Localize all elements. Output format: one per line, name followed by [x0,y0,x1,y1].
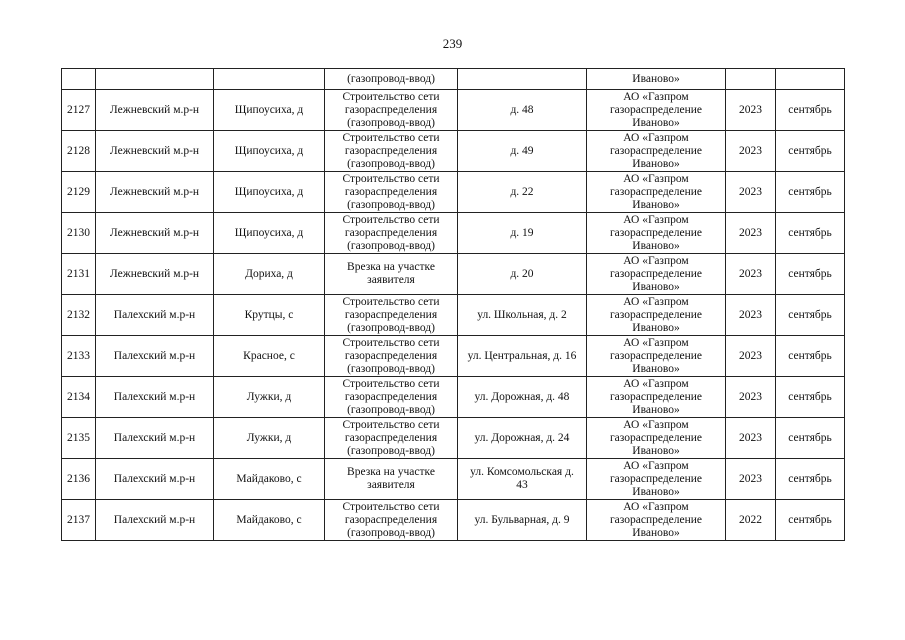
org-cell-line: АО «Газпром [623,377,689,390]
address-cell [458,336,587,377]
org-cell-line: Иваново» [632,280,680,293]
org-cell [587,131,726,172]
settlement-cell: Крутцы, с [214,295,325,336]
work-cell-line: газораспределения [344,431,438,444]
org-cell-line: АО «Газпром [623,213,689,226]
month-cell: сентябрь [776,459,845,500]
table-row [62,295,845,336]
num-cell: 2137 [62,500,96,541]
org-cell-line: АО «Газпром [623,336,689,349]
year-cell [726,69,776,90]
page-number: 239 [442,36,463,51]
work-cell-line: газораспределения [344,513,438,526]
org-cell [587,418,726,459]
month-cell: сентябрь [776,254,845,295]
district-cell: Лежневский м.р-н [96,131,214,172]
org-cell-line: Иваново» [632,157,680,170]
org-cell [587,213,726,254]
org-cell-line: АО «Газпром [623,131,689,144]
num-cell: 2127 [62,90,96,131]
settlement-cell: Щипоусиха, д [214,172,325,213]
table-row [62,377,845,418]
district-cell: Палехский м.р-н [96,377,214,418]
org-cell-line: газораспределение [609,390,703,403]
work-cell-line: Строительство сети [342,500,440,513]
year-cell: 2023 [726,459,776,500]
address-cell [458,459,587,500]
table-row [62,90,845,131]
num-cell [62,69,96,90]
settlement-cell [214,69,325,90]
address-cell [458,418,587,459]
settlement-cell: Лужки, д [214,418,325,459]
settlement-cell: Дориха, д [214,254,325,295]
org-cell-line: АО «Газпром [623,90,689,103]
org-cell-line: газораспределение [609,103,703,116]
address-cell-line: д. 20 [510,267,534,280]
org-cell-line: Иваново» [632,239,680,252]
work-cell [325,459,458,500]
work-cell [325,90,458,131]
work-cell [325,418,458,459]
address-cell-line: ул. Школьная, д. 2 [477,308,567,321]
month-cell [776,69,845,90]
settlement-cell: Майдаково, с [214,500,325,541]
district-cell: Палехский м.р-н [96,295,214,336]
settlement-cell: Щипоусиха, д [214,213,325,254]
settlement-cell: Красное, с [214,336,325,377]
address-cell [458,500,587,541]
org-cell [587,295,726,336]
org-cell-line: Иваново» [632,198,680,211]
work-cell-line: (газопровод-ввод) [347,321,435,334]
address-cell-line: ул. Центральная, д. 16 [467,349,577,362]
org-cell-line: газораспределение [609,513,703,526]
year-cell: 2023 [726,213,776,254]
year-cell: 2023 [726,254,776,295]
address-cell [458,90,587,131]
work-cell-line: заявителя [367,274,415,286]
org-cell-line: газораспределение [609,144,703,157]
org-cell [587,254,726,295]
district-cell: Лежневский м.р-н [96,172,214,213]
address-cell-line: д. 48 [510,103,534,116]
address-cell-line: ул. Дорожная, д. 24 [474,431,570,444]
org-cell-line: АО «Газпром [623,418,689,431]
work-cell-line: газораспределения [344,103,438,116]
work-cell-line: Строительство сети [342,336,440,349]
work-cell-line: газораспределения [344,308,438,321]
table-row [62,172,845,213]
year-cell: 2022 [726,500,776,541]
address-cell-line: ул. Бульварная, д. 9 [474,513,570,526]
table-row [62,213,845,254]
num-cell: 2132 [62,295,96,336]
work-cell [325,172,458,213]
work-cell-line: (газопровод-ввод) [347,157,435,170]
work-cell-line: (газопровод-ввод) [347,444,435,457]
table-row [62,500,845,541]
num-cell: 2130 [62,213,96,254]
year-cell: 2023 [726,418,776,459]
work-cell [325,377,458,418]
month-cell: сентябрь [776,377,845,418]
district-cell: Лежневский м.р-н [96,90,214,131]
work-cell-line: Строительство сети [342,90,440,103]
district-cell: Палехский м.р-н [96,500,214,541]
org-cell-line: газораспределение [609,472,703,485]
month-cell: сентябрь [776,90,845,131]
address-cell-line: ул. Комсомольская д. [470,466,574,478]
num-cell: 2134 [62,377,96,418]
settlement-cell: Щипоусиха, д [214,131,325,172]
address-cell [458,213,587,254]
district-cell: Палехский м.р-н [96,336,214,377]
settlement-cell: Лужки, д [214,377,325,418]
settlement-cell: Майдаково, с [214,459,325,500]
num-cell: 2136 [62,459,96,500]
org-cell [587,90,726,131]
num-cell: 2128 [62,131,96,172]
org-cell-line: Иваново» [632,444,680,457]
org-cell: Иваново» [587,69,726,90]
year-cell: 2023 [726,336,776,377]
org-cell-line: АО «Газпром [623,254,689,267]
month-cell: сентябрь [776,172,845,213]
district-cell: Палехский м.р-н [96,418,214,459]
org-cell-line: Иваново» [632,116,680,129]
schedule-table [61,68,845,541]
work-cell-line: газораспределения [344,226,438,239]
district-cell: Лежневский м.р-н [96,254,214,295]
district-cell [96,69,214,90]
org-cell-line: Иваново» [632,526,680,539]
org-cell-line: АО «Газпром [623,295,689,308]
work-cell-line: (газопровод-ввод) [347,403,435,416]
district-cell: Лежневский м.р-н [96,213,214,254]
work-cell [325,336,458,377]
num-cell: 2131 [62,254,96,295]
work-cell [325,131,458,172]
address-cell [458,254,587,295]
org-cell-line: газораспределение [609,226,703,239]
num-cell: 2135 [62,418,96,459]
org-cell [587,336,726,377]
work-cell-line: (газопровод-ввод) [347,526,435,539]
month-cell: сентябрь [776,500,845,541]
org-cell [587,500,726,541]
org-cell-line: газораспределение [609,431,703,444]
address-cell-line: д. 22 [510,185,534,198]
work-cell [325,500,458,541]
settlement-cell: Щипоусиха, д [214,90,325,131]
address-cell [458,295,587,336]
month-cell: сентябрь [776,418,845,459]
month-cell: сентябрь [776,336,845,377]
work-cell [325,254,458,295]
org-cell [587,377,726,418]
year-cell: 2023 [726,131,776,172]
org-cell-line: Иваново» [632,485,680,498]
table-row-continued [62,69,845,90]
address-cell-line: ул. Дорожная, д. 48 [474,390,570,403]
year-cell: 2023 [726,90,776,131]
address-cell [458,172,587,213]
work-cell-line: Строительство сети [342,295,440,308]
work-cell-line: заявителя [367,479,415,491]
work-cell-line: (газопровод-ввод) [347,239,435,252]
org-cell-line: газораспределение [609,349,703,362]
address-cell-line: д. 19 [510,226,534,239]
work-cell-line: (газопровод-ввод) [347,198,435,211]
month-cell: сентябрь [776,213,845,254]
work-cell-line: Строительство сети [342,172,440,185]
work-cell-line: Строительство сети [342,418,440,431]
year-cell: 2023 [726,295,776,336]
work-cell-line: газораспределения [344,349,438,362]
table-body [62,69,845,541]
org-cell-line: газораспределение [609,185,703,198]
district-cell: Палехский м.р-н [96,459,214,500]
table-row [62,254,845,295]
org-cell [587,172,726,213]
work-cell-line: газораспределения [344,144,438,157]
work-cell: (газопровод-ввод) [325,69,458,90]
work-cell [325,213,458,254]
org-cell-line: Иваново» [632,362,680,375]
address-cell [458,131,587,172]
work-cell-line: Строительство сети [342,131,440,144]
month-cell: сентябрь [776,131,845,172]
org-cell-line: газораспределение [609,267,703,280]
org-cell-line: газораспределение [609,308,703,321]
work-cell-line: газораспределения [344,390,438,403]
year-cell: 2023 [726,377,776,418]
work-cell-line: газораспределения [344,185,438,198]
table-row [62,418,845,459]
num-cell: 2133 [62,336,96,377]
work-cell [325,295,458,336]
address-cell [458,377,587,418]
work-cell-line: (газопровод-ввод) [347,362,435,375]
year-cell: 2023 [726,172,776,213]
org-cell-line: АО «Газпром [623,172,689,185]
org-cell [587,459,726,500]
address-cell-line: 43 [516,479,528,491]
org-cell-line: Иваново» [632,403,680,416]
address-cell-line: д. 49 [510,144,534,157]
table-row [62,336,845,377]
num-cell: 2129 [62,172,96,213]
work-cell-line: Врезка на участке [347,261,435,273]
work-cell-line: Врезка на участке [347,466,435,478]
org-cell-line: Иваново» [632,321,680,334]
org-cell-line: АО «Газпром [623,500,689,513]
month-cell: сентябрь [776,295,845,336]
table-row [62,459,845,500]
table-row [62,131,845,172]
work-cell-line: (газопровод-ввод) [347,116,435,129]
work-cell-line: Строительство сети [342,213,440,226]
org-cell-line: АО «Газпром [623,459,689,472]
address-cell [458,69,587,90]
work-cell-line: Строительство сети [342,377,440,390]
